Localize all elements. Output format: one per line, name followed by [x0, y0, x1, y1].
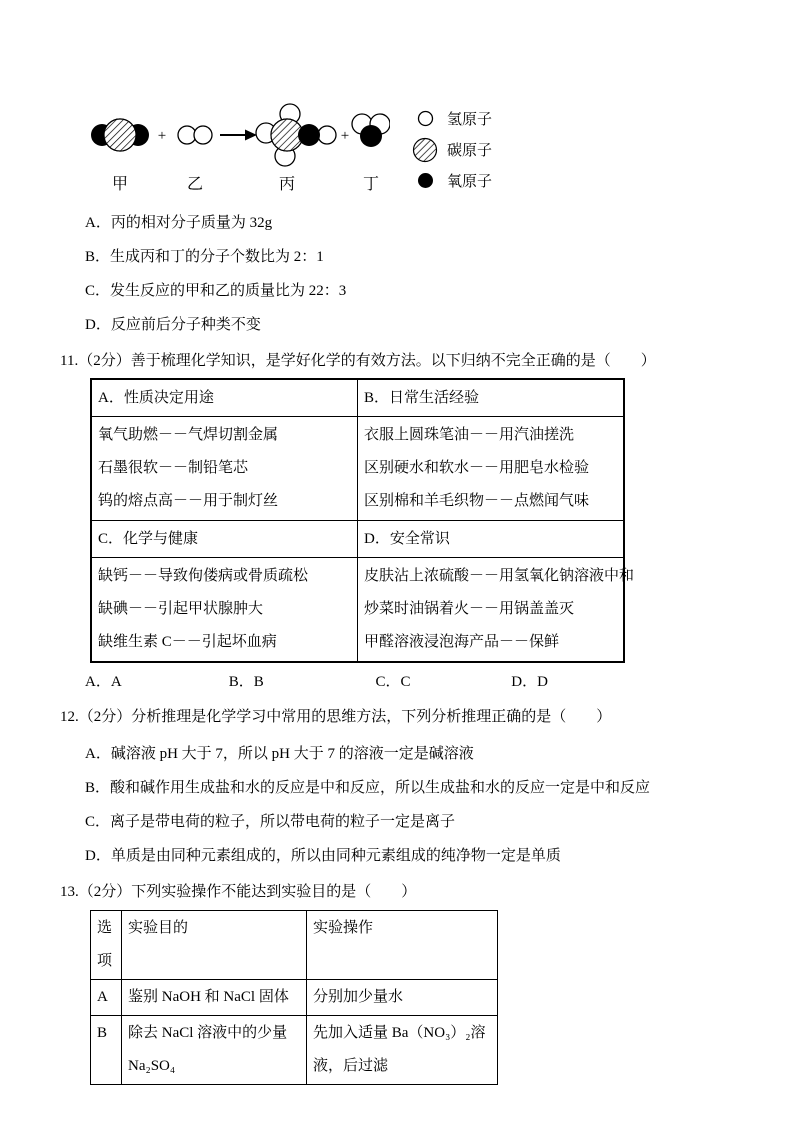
q13-row-a-operation: 分别加少量水: [307, 980, 498, 1016]
table-line: 衣服上圆珠笔油－－用汽油搓洗: [364, 427, 575, 443]
table-line: 区别硬水和软水－－用肥皂水检验: [364, 460, 590, 476]
label-ding: 丁: [362, 176, 379, 193]
reaction-diagram-svg: [90, 103, 390, 169]
q11-cell-c-items: [91, 558, 358, 663]
q13-row-b-option: B: [91, 1016, 122, 1085]
molecule-yi-h2: [178, 126, 212, 144]
molecule-diagram: [90, 103, 390, 191]
option-a: A．丙的相对分子质量为 32g: [85, 215, 273, 231]
q11-cell-c-header: C．化学与健康: [91, 521, 358, 558]
q13-row-b-purpose: 除去 NaCl 溶液中的少量 Na₂SO₄: [122, 1016, 307, 1085]
table-line: 钨的熔点高－－用于制灯丝: [98, 493, 279, 509]
oxygen-atom-icon: [412, 172, 438, 189]
question13-table: [90, 910, 498, 1085]
option-b: B．B: [228, 674, 264, 690]
carbon-atom-icon: [412, 137, 438, 163]
question11-stem: 11.（2分）善于梳理化学知识，是学好化学的有效方法。以下归纳不完全正确的是（ ）: [60, 353, 656, 369]
q13-header-purpose: 实验目的: [122, 911, 307, 980]
table-line: 炒菜时油锅着火－－用锅盖盖灭: [364, 601, 575, 617]
q11-cell-d-header: D．安全常识: [358, 521, 625, 558]
option-d: D．反应前后分子种类不变: [85, 317, 261, 333]
legend-label: 氧原子: [447, 174, 493, 190]
table-line: 缺维生素 C－－引起坏血病: [98, 634, 277, 650]
q11-cell-b-header: B．日常生活经验: [358, 379, 625, 417]
molecule-labels: [90, 169, 390, 191]
table-row: [91, 980, 498, 1016]
question10-options: [60, 206, 734, 342]
option-c: C．发生反应的甲和乙的质量比为 22：3: [85, 283, 347, 299]
label-jia: 甲: [111, 176, 128, 193]
table-line: 皮肤沾上浓硫酸－－用氢氧化钠溶液中和: [364, 568, 635, 584]
question13-stem: 13.（2分）下列实验操作不能达到实验目的是（ ）: [60, 884, 417, 900]
hydrogen-atom-icon: [412, 110, 438, 127]
question11-table: [90, 378, 635, 663]
table-row: [91, 1016, 498, 1085]
table-line: 缺钙－－导致佝偻病或骨质疏松: [98, 568, 309, 584]
table-line: 石墨很软－－制铅笔芯: [98, 460, 249, 476]
question12-stem: 12.（2分）分析推理是化学学习中常用的思维方法，下列分析推理正确的是（ ）: [60, 709, 612, 725]
atom-legend: [412, 103, 492, 196]
plus-sign: +: [340, 128, 350, 144]
option-d: D．D: [511, 674, 548, 690]
q13-header-option: 选项: [91, 911, 122, 980]
molecule-bing-ch3oh: [256, 104, 336, 166]
reaction-figure: [90, 103, 734, 196]
option-b: B．酸和碱作用生成盐和水的反应是中和反应，所以生成盐和水的反应一定是中和反应: [85, 780, 651, 796]
legend-hydrogen: [412, 103, 492, 134]
option-c: C．C: [375, 674, 411, 690]
option-a: A．碱溶液 pH 大于 7，所以 pH 大于 7 的溶液一定是碱溶液: [85, 746, 474, 762]
molecule-jia-co2: [91, 119, 149, 151]
q13-row-a-option: A: [91, 980, 122, 1016]
option-a: A．A: [85, 674, 122, 690]
molecule-ding-h2o: [352, 114, 390, 147]
q11-cell-a-header: A．性质决定用途: [91, 379, 358, 417]
question11-options: [60, 672, 734, 692]
table-line: 缺碘－－引起甲状腺肿大: [98, 601, 264, 617]
q13-header-operation: 实验操作: [307, 911, 498, 980]
label-yi: 乙: [186, 176, 203, 193]
question12-options: [60, 737, 734, 873]
q13-row-b-operation: 先加入适量 Ba（NO₃）₂溶液，后过滤: [307, 1016, 498, 1085]
table-line: 区别棉和羊毛织物－－点燃闻气味: [364, 493, 590, 509]
option-d: D．单质是由同种元素组成的，所以由同种元素组成的纯净物一定是单质: [85, 848, 561, 864]
option-b: B．生成丙和丁的分子个数比为 2：1: [85, 249, 324, 265]
legend-label: 氢原子: [447, 112, 493, 128]
legend-carbon: [412, 134, 492, 165]
option-c: C．离子是带电荷的粒子，所以带电荷的粒子一定是离子: [85, 814, 456, 830]
legend-label: 碳原子: [447, 143, 493, 159]
q11-cell-a-items: [91, 417, 358, 521]
q11-cell-d-items: [358, 558, 635, 663]
q13-row-a-purpose: 鉴别 NaOH 和 NaCl 固体: [122, 980, 307, 1016]
legend-oxygen: [412, 165, 492, 196]
plus-sign: +: [157, 128, 167, 144]
table-line: 甲醛溶液浸泡海产品－－保鲜: [364, 634, 560, 650]
table-line: 氧气助燃－－气焊切割金属: [98, 427, 279, 443]
q11-cell-b-items: [358, 417, 625, 521]
label-bing: 丙: [278, 176, 295, 193]
reaction-arrow-icon: [220, 130, 257, 141]
